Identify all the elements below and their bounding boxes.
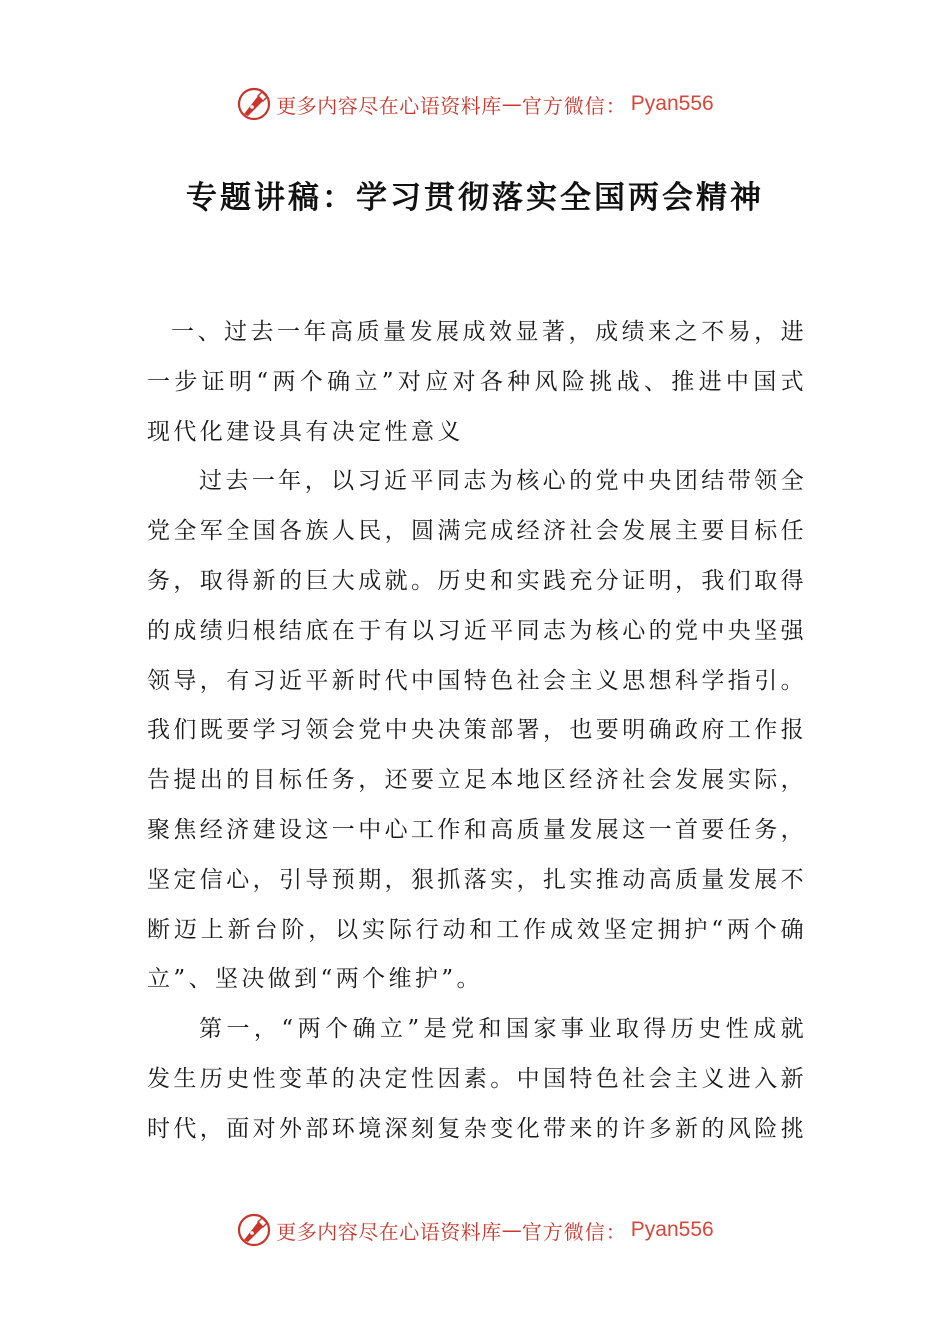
watermark-separator: —: [501, 92, 522, 116]
watermark-footer: [0, 1210, 950, 1250]
watermark-text: 更多内容尽在心语资料库: [276, 1219, 502, 1244]
watermark-text: 更多内容尽在心语资料库: [276, 93, 502, 118]
watermark-separator: —: [501, 1218, 522, 1242]
body-paragraph: 过去一年，以习近平同志为核心的党中央团结带领全党全军全国各族人民，圆满完成经济社会发展主要目标任务，取得新的巨大成就。历史和实践充分证明，我们取得的成绩归根结底在于有以习近平同志为核心的党中央坚强领导，有习近平新时代中国特色社会主义思想科学指引。我们既要学习领会党中央决策部署，也要明确政府工作报告提出的目标任务，还要立足本地区经济社会发展实际，聚焦经济建设这一中心工作和高质量发展这一首要任务，坚定信心，引导预期，狠抓落实，扎实推动高质量发展不断迈上新台阶，以实际行动和工作成效坚定拥护“两个确立”、坚决做到“两个维护”。: [147, 468, 807, 993]
document-body: [147, 308, 807, 1155]
watermark-id: Pyan556: [630, 92, 714, 115]
body-paragraph: 第一，“两个确立”是党和国家事业取得历史性成就发生历史性变革的决定性因素。中国特色社会主义进入新时代，面对外部环境深刻复杂变化带来的许多新的风险挑: [147, 1016, 807, 1142]
section-heading: 一、过去一年高质量发展成效显著，成绩来之不易，进一步证明“两个确立”对应对各种风险挑战、推进中国式现代化建设具有决定性意义: [147, 319, 807, 445]
document-title: 专题讲稿：学习贯彻落实全国两会精神: [186, 180, 764, 216]
watermark-header: [0, 84, 950, 124]
watermark-label: 官方微信：: [521, 1219, 627, 1244]
watermark-label: 官方微信：: [521, 93, 627, 118]
pen-nib-logo-icon: [236, 1212, 272, 1248]
watermark-id: Pyan556: [630, 1218, 714, 1241]
pen-nib-logo-icon: [236, 86, 272, 122]
